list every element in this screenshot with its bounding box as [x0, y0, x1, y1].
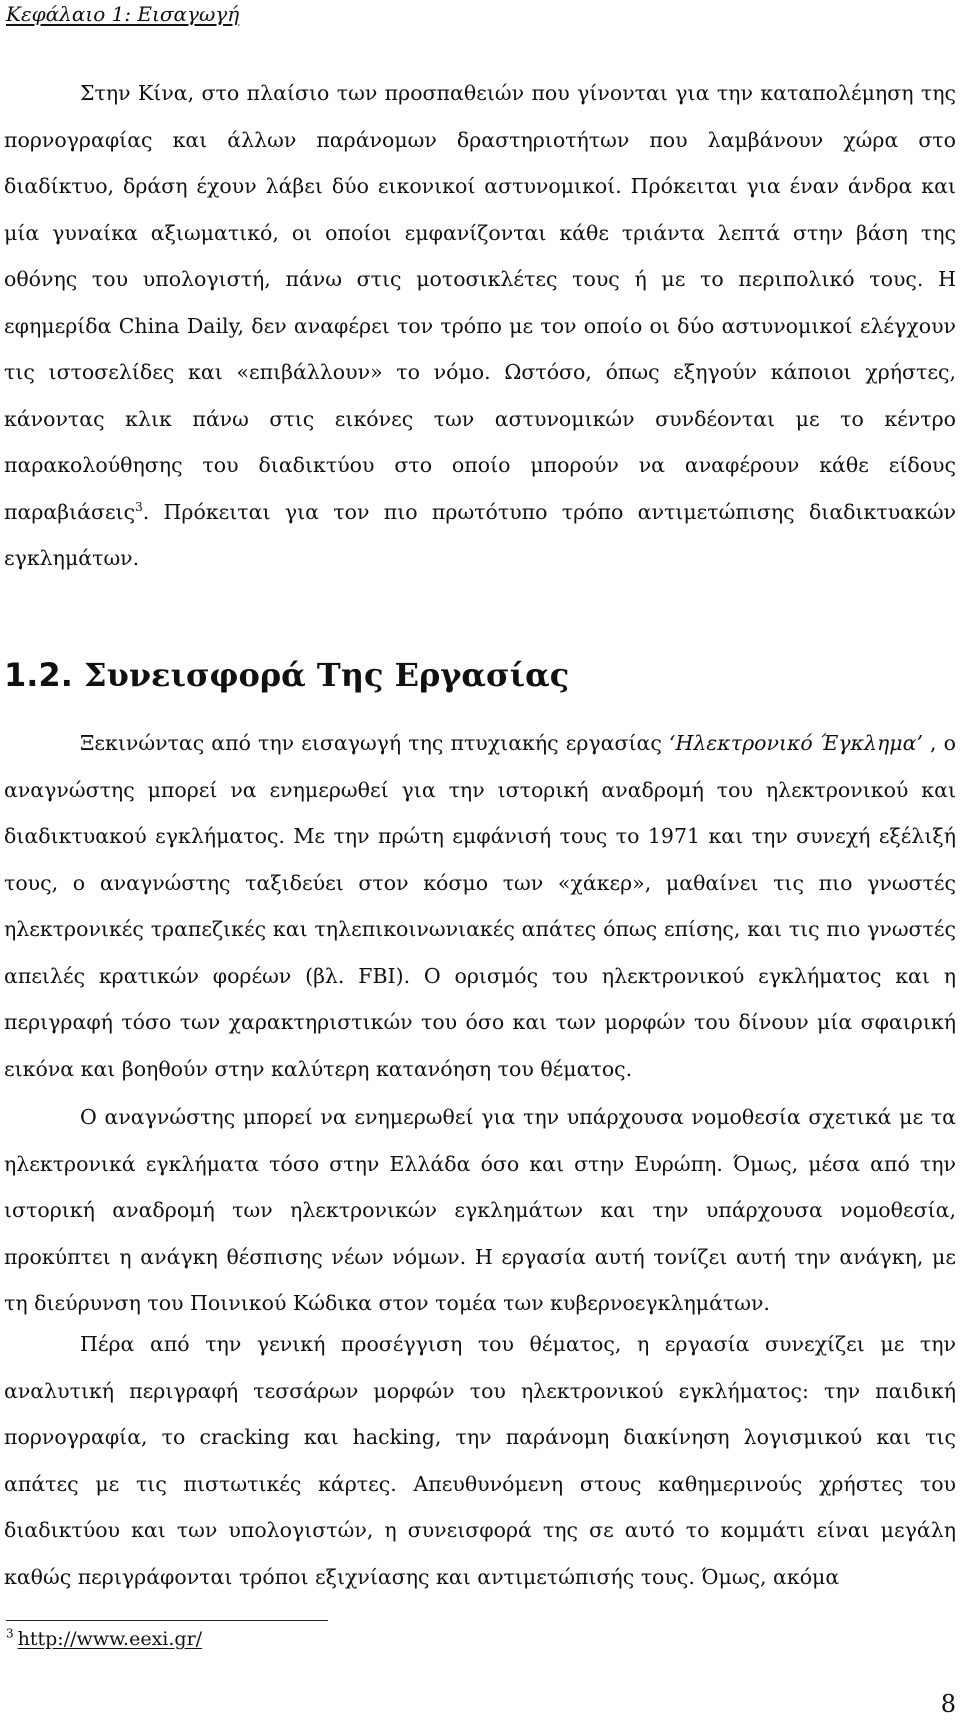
section-heading: [4, 656, 569, 694]
paragraph-text: Ξεκινώντας από την εισαγωγή της πτυχιακής εργασίας: [80, 731, 669, 755]
page-number: 8: [940, 1690, 956, 1718]
paragraph-text-continued: , ο αναγνώστης μπορεί να ενημερωθεί για την ιστορική αναδρομή του ηλεκτρονικού και διαδικτυακού εγκλήματος. Με την πρώτη εμφάνισή τους το 1971 και την συνεχή εξέλιξή τους, ο αναγνώστης ταξιδεύει στον κόσμο των «χάκερ», μαθαίνει τις πιο γνωστές ηλεκτρονικές τραπεζικές και τηλεπικοινωνιακές απάτες όπως επίσης, και τις πιο γνωστές απειλές κρατικών φορέων (βλ. FBI). Ο ορισμός του ηλεκτρονικού εγκλήματος και η περιγραφή τόσο των χαρακτηριστικών του όσο και των μορφών του δίνουν μία σφαιρική εικόνα και βοηθούν στην καλύτερη κατανόηση του θέματος.: [4, 731, 956, 1081]
footnote-link[interactable]: http://www.eexi.gr/: [17, 1628, 203, 1650]
paragraph-text: Ο αναγνώστης μπορεί να ενημερωθεί για την υπάρχουσα νομοθεσία σχετικά με τα ηλεκτρονικά εγκλήματα τόσο στην Ελλάδα όσο και στην Ευρώπη. Όμως, μέσα από την ιστορική αναδρομή των ηλεκτρονικών εγκλημάτων και την υπάρχουσα νομοθεσία, προκύπτει η ανάγκη θέσπισης νέων νόμων. Η εργασία αυτή τονίζει αυτή την ανάγκη, με τη διεύρυνση του Ποινικού Κώδικα στον τομέα των κυβερνοεγκλημάτων.: [4, 1105, 956, 1315]
paragraph-text: Στην Κίνα, στο πλαίσιο των προσπαθειών που γίνονται για την καταπολέμηση της πορνογραφίας και άλλων παράνομων δραστηριοτήτων που λαμβάνουν χώρα στο διαδίκτυο, δράση έχουν λάβει δύο εικονικοί αστυνομικοί. Πρόκειται για έναν άνδρα και μία γυναίκα αξιωματικό, οι οποίοι εμφανίζονται κάθε τριάντα λεπτά στην βάση της οθόνης του υπολογιστή, πάνω στις μοτοσικλέτες τους ή με το περιπολικό τους. Η εφημερίδα China Daily, δεν αναφέρει τον τρόπο με τον οποίο οι δύο αστυνομικοί ελέγχουν τις ιστοσελίδες και «επιβάλλουν» το νόμο. Ωστόσο, όπως εξηγούν κάποιοι χρήστες, κάνοντας κλικ πάνω στις εικόνες των αστυνομικών συνδέονται με το κέντρο παρακολούθησης του διαδικτύου στο οποίο μπορούν να αναφέρουν κάθε είδους παραβιάσεις: [4, 81, 956, 524]
paragraph-legislation: [4, 1094, 956, 1327]
paragraph-contribution-intro: [4, 720, 956, 1092]
paragraph-crime-forms: [4, 1321, 956, 1600]
footnote-marker: 3: [6, 1626, 14, 1641]
paragraph-text: Πέρα από την γενική προσέγγιση του θέματος, η εργασία συνεχίζει με την αναλυτική περιγραφή τεσσάρων μορφών του ηλεκτρονικού εγκλήματος: την παιδική πορνογραφία, το cracking και hacking, την παράνομη διακίνηση λογισμικού και τις απάτες με τις πιστωτικές κάρτες. Απευθυνόμενη στους καθημερινούς χρήστες του διαδικτύου και των υπολογιστών, η συνεισφορά της σε αυτό το κομμάτι είναι μεγάλη καθώς περιγράφονται τρόποι εξιχνίασης και αντιμετώπισής τους. Όμως, ακόμα: [4, 1332, 956, 1589]
section-number: 1.2.: [4, 656, 73, 694]
paragraph-china-virtual-police: [4, 70, 956, 582]
footnote-reference[interactable]: 3: [135, 499, 143, 514]
footnote-divider: [6, 1620, 328, 1621]
section-title: Συνεισφορά Της Εργασίας: [83, 656, 570, 694]
footnote: [6, 1628, 202, 1650]
paragraph-text-continued: . Πρόκειται για τον πιο πρωτότυπο τρόπο αντιμετώπισης διαδικτυακών εγκλημάτων.: [4, 499, 956, 570]
thesis-title: ‘Ηλεκτρονικό Έγκλημα’: [668, 731, 923, 755]
running-header: Κεφάλαιο 1: Εισαγωγή: [6, 2, 240, 26]
